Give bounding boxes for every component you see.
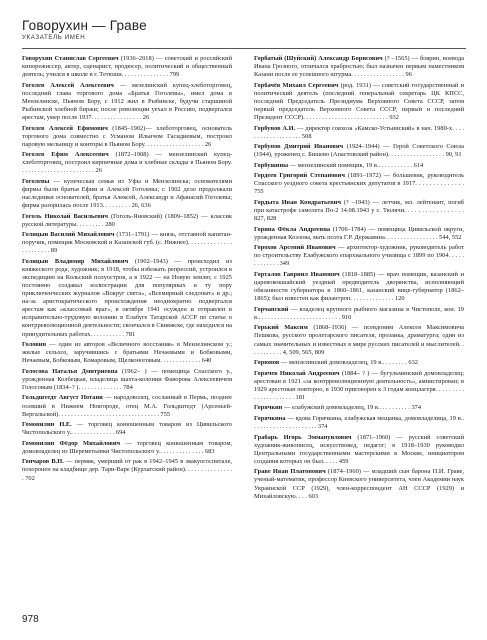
entry-pages: . . . . . . . . . . . 4, 509, 565, 809 xyxy=(254,340,464,356)
index-entry xyxy=(254,468,464,500)
entry-description: (1874–1960) — младший сын барона П.И. Граве, ученый-математик, профессор Киевского университета, член Академии наук Украинской ССР (1929), член-корреспондент АН СССР (1929) и Михайловскую xyxy=(254,468,464,500)
entry-description: — архитектор-художник, руководитель работ по строительству Елабужского епархиального училища с 1899 по 1904 xyxy=(254,244,464,260)
index-entry xyxy=(254,82,464,122)
entry-name: Гончаров В.Н. xyxy=(22,458,64,466)
index-entry xyxy=(254,324,464,356)
index-entry xyxy=(22,458,232,482)
entry-name: Гомонилин Фёдор Михайлович xyxy=(22,439,121,447)
entry-name: Горбунов Дмитрий Иванович xyxy=(254,143,344,151)
entry-description: (? –1565) — боярин, воевода Ивана Грозного, отличался храбростью; был назначен первым наместником Казани после ее успешного штурма xyxy=(254,55,464,79)
entry-name: Гольдштедт Август Нотани xyxy=(22,394,103,402)
entry-name: Горбачёв Михаил Сергеевич xyxy=(254,81,339,89)
index-entry xyxy=(254,162,464,170)
entry-name: Гоголь Николай Васильевич xyxy=(22,212,108,220)
entry-name: Голицын Владимир Михайлович xyxy=(22,257,129,265)
entry-name: Грабарь Игорь Эммануилович xyxy=(254,433,352,441)
entry-description: (1731–1791) — князь, отставной капитан-поручик, помещик Московской и Казанской губ. (с. Нижнее) xyxy=(22,231,233,247)
entry-pages: . . . . . . . . . . . . . . . . . 827, 828 xyxy=(254,207,464,223)
index-entry xyxy=(254,55,464,79)
index-entry xyxy=(254,415,464,431)
entry-pages: . . . . . . . . . . . . . . . 799 xyxy=(121,71,180,79)
entry-description: (1902–1943) — происходил из княжеского рода, художник; в 1918, чтобы избежать репрессий, устроился в экспедицию на Кольский полуостров, а в 1922 — на Новую землю; с 1925 постоянно создавал иллюстрации для популярных в ту пору приключенческих журналов «Вокруг света», «Всемирный следопыт» и др.; на-за аристократического происхождения неоднократно подвергался арестам как «классовый враг», в октябре 1941 осужден и отправлен в исправительно-трудовую колонию в Елабуге Татарской АССР по статье о контрреволюционной деятельности; скончался в Свияжске, где находился на принудительных работах xyxy=(22,257,233,338)
index-entry xyxy=(22,368,232,392)
entry-name: Голицын Василий Михайлович xyxy=(22,231,115,239)
index-entry xyxy=(22,394,232,418)
entry-name: Горячкин xyxy=(254,404,283,412)
index-entry xyxy=(22,178,232,210)
entry-pages: . . . . . . . . . 26, 636 xyxy=(102,202,151,210)
left-column xyxy=(22,55,232,485)
index-entry xyxy=(254,226,464,242)
entry-description: (1936–2018) — советский и российский кинорежиссер, актер, сценарист, продюсер, политический и общественный деятель; учился в школе в г. Тетюши xyxy=(22,55,232,79)
entry-name: Гоголевы xyxy=(22,177,50,185)
index-entry xyxy=(254,404,464,412)
entry-description: — пермяк, умерший от рак в 1942–1945 в эвакуогоспитале, похоронен на кладбище дер. Тари-Варе (Курлатский район) xyxy=(22,458,233,474)
entry-name: Гоголев Алексей Алексеевич xyxy=(22,81,114,89)
entry-pages: . . . . . . . . . . . 781 xyxy=(90,330,136,338)
entry-name: Горбатый (Шуйский) Александр Борисович xyxy=(254,55,383,62)
index-entry xyxy=(254,172,464,196)
entry-description: (1868–1936) — псевдоним Алексея Максимовича Пешкова, русского пролетарского писателя, прозаика, драматурга; один из самых значительных и известных в мире русских писателей и мыслителей xyxy=(254,324,464,348)
entry-name: Горбунов А.И. xyxy=(254,124,296,132)
index-entry xyxy=(22,125,232,149)
entry-pages: . . . . . . . . . . . . . . . . . 96 xyxy=(351,71,412,79)
entry-description: — мензелинский помещик, 19 в. xyxy=(288,161,379,169)
entry-pages: . . . . . . . . . . . . . . . . . . . . . . . 89 xyxy=(22,239,232,255)
entry-pages: . . . . . . . . . 280 xyxy=(76,220,115,228)
entry-name: Горохов Арсений Иванович xyxy=(254,244,336,252)
entry-name: Горячкина xyxy=(254,415,286,422)
index-entry xyxy=(254,359,464,367)
entry-name: Гомонилин Н.Е. xyxy=(22,421,72,429)
entry-name: Горчанский xyxy=(254,305,289,313)
entry-description: — директор совхоза «Камско-Устьинский» в нач. 1980-х xyxy=(295,124,453,132)
entry-description: (1871–1960) — русский советский художник-живописец, искусствовед, педагог; в 1918–1930 руководил Центральными государственными мастерскими в Москве, инициатором создания которых он был xyxy=(254,433,464,465)
entry-name: Горталов Гавриил Иванович xyxy=(254,271,340,278)
entry-pages: . . . . . . . . . . . . . . 755 xyxy=(254,180,464,196)
entry-name: Гоголев Алексей Ефимович xyxy=(22,124,108,132)
entry-name: Горбушины xyxy=(254,161,289,169)
running-header xyxy=(22,18,466,41)
entry-name: Горина Фёкла Андреевна xyxy=(254,225,331,233)
entry-pages: . . . . . . . . . . . . . . . . . . 90, 91 xyxy=(388,151,462,159)
entry-description: — мензелинский домовладелец, 19 в. xyxy=(279,359,383,367)
entry-description: (1884– ? ) — бугульминский домовладелец; арестован в 1921 «за контрреволюционную деятельность», амнистирован; в 1929 арестован повторно, в 1930 приговорен к 3 годам концлагеря xyxy=(254,369,464,393)
entry-pages: . . . . . . . . . . . 614 xyxy=(378,161,424,169)
entry-description: — мезелинский купец-хлеботорговец, последний глава торгового дома «Братья Гоголевы», имел дома в Мензелинске, Пьяном Бору, с 1912 жил в Рыбинске, будучи старшиной Рыбинской хлебной биржи; после революции уехал в Россию, подвергался арестам, умер после 1937 xyxy=(22,81,232,121)
entry-description: — торговец конюшенным товаром из Цивильского Чистопольского у. xyxy=(22,421,232,437)
entry-pages: . . . . . . . . . . . . . . 120 xyxy=(350,295,405,303)
entry-description: (1818–1885) — врач помещик, казанский и царевококшайский уездный предводитель дворянства, исполняющий обязанности губернатора в 1860–1861, казанский вице-губернатор (1862–1865); был известен как филантроп xyxy=(254,271,464,303)
entry-pages: . . . . . . . . . . . . . . . . . . . 508 xyxy=(254,124,465,140)
entry-description: (1891–1972) — большевик, руководитель Спасского уездного совета крестьянских депутатов в 1917 xyxy=(254,172,464,188)
entry-pages: . . . . . . . . . . . . . . . . 26 xyxy=(91,113,150,121)
index-entry xyxy=(254,199,464,223)
right-column xyxy=(254,55,464,503)
entry-description: (Гоголь-Яновский) (1809–1852) — классик русской литературы xyxy=(22,212,232,228)
entry-name: Говорухин Станислав Сергеевич xyxy=(22,55,119,62)
entry-name: Горячев Николай Андреевич xyxy=(254,369,340,377)
index-entry xyxy=(254,143,464,159)
entry-name: Горюнов xyxy=(254,359,280,367)
section-label: УКАЗАТЕЛЬ ИМЕН xyxy=(22,34,86,41)
entry-pages: . . . . . . . . . . . . . . 784 xyxy=(78,383,133,391)
entry-pages: . . . . . . . . . . . . . . . . . . . . . . . . . . . 932 xyxy=(303,113,399,121)
index-entry xyxy=(254,434,464,466)
header-divider xyxy=(22,48,466,49)
index-entry xyxy=(22,55,232,79)
entry-pages: . . . . . . . . . . . . . . . . . . . . . . 181 xyxy=(254,385,464,401)
entry-description: (род. 1931) — советский государственный и политический деятель (последний генеральный секретарь ЦК КПСС, последний Председатель Президиума Верховного Совета СССР, затем первый председатель Верховного Совета СССР, первый и последний Президент СССР) xyxy=(254,81,465,121)
index-entry xyxy=(254,370,464,402)
entry-description: — купеческая семья из Уфы и Мензелинска; основателями фирмы были братья Ефим и Алексей Гоголевы; с 1902 дело продолжали наследники основателей, братья Алексей, Александр и Афанасий Гоголевы; фирма разорилась после 1913 xyxy=(22,177,232,210)
index-entry xyxy=(254,306,464,322)
index-entry xyxy=(22,258,232,339)
entry-name: Головин xyxy=(22,341,47,349)
entry-pages: . . . . 603 xyxy=(295,492,319,500)
index-entry xyxy=(22,82,232,122)
entry-description: (? –1943) — летчик, мл. лейтенант, погиб при катастрофе самолета По-2 14.08.1943 у с. Тюлячи xyxy=(254,199,464,215)
index-entry xyxy=(22,440,232,456)
entry-description: (1706–1784) — помещица Цивильской округи, урожденная Козлова, мать поэта Г.Р. Державина xyxy=(254,225,464,241)
entry-pages: . . . . . . . . . . . . . . . . 702 xyxy=(22,466,232,482)
entry-description: — один из авторов «Величного восстания» в Мензелинском у.; жилые сельхоз, заручившись с братьями Нечаевыми и Бобковыми, Нечаевым, Бобковым, Комаровым, Щелконоговым xyxy=(22,341,232,365)
entry-pages: . . . . . . . . . . . . . . . . . . . . . . . . . . 910 xyxy=(258,313,352,321)
entry-description: — владелец крупного рыбного магазина в Чистополе, кон. 19 в. xyxy=(254,305,464,321)
page-number: 978 xyxy=(22,614,39,625)
entry-pages: . . . . . . . . . . . . . . 683 xyxy=(160,447,215,455)
entry-description: — елабужский домовладелец, 19 в. xyxy=(282,404,380,412)
entry-description: — торговец конюшенным товаром, домовладелец из Шереметьевки Чистопольского у. xyxy=(22,439,232,455)
entry-pages: . . . . . . . . . . . . . . . . . . . 26 xyxy=(144,140,212,148)
entry-pages: . . . . . . . . . . . . . . . . . . . . . . . . 26 xyxy=(22,159,232,175)
entry-name: Голосова Наталья Дмитриевна xyxy=(22,367,118,375)
index-entry xyxy=(22,151,232,175)
entry-name: Гоголев Ефим Алексеевич xyxy=(22,151,109,159)
entry-description: — вдова Горячкина, елабужская мещанка, домовладелица, 19 в. xyxy=(285,415,463,422)
index-entry xyxy=(22,213,232,229)
entry-description: (1845–1902)— хлеботорговец, основатель торгового дома совместно с Усманом Ильичом Гасидиевым, построил паровую мельницу и конторы в Пьяном Бору xyxy=(22,124,232,148)
entry-description: — народоволец, сосланный в Пермь, позднее осевший в Нижнем Новгороде, отец М.А. Гольдштедт (Арсеньей-Вергальской) xyxy=(22,394,232,418)
entry-pages: . . . . . . . . . . . . . 640 xyxy=(160,357,212,365)
index-entry xyxy=(22,421,232,437)
entry-pages: . . . . . . . . . . . . . . . . . . . . . . . . . . . . . . . . 755 xyxy=(58,410,171,418)
entry-pages: . . . . . . . . 632 xyxy=(382,359,418,367)
page-title: Говорухин — Граве xyxy=(22,18,147,33)
entry-description: (1962– ) — помещица Спасского у., урожденная Колбецкая, владелица шахта-колонии Фаворова Алексеевичем Голосовым (1834–? ) xyxy=(22,367,232,391)
index-entry xyxy=(22,341,232,365)
index-entry xyxy=(254,271,464,303)
entry-pages: . . . . . . . . . . . . . . . . . 544, 552 xyxy=(384,233,462,241)
entry-pages: . . . . . . . . . . . . . . . . . . . . . 374 xyxy=(254,415,464,431)
index-entry xyxy=(254,244,464,268)
entry-name: Гордеев Григорий Степанович xyxy=(254,172,345,180)
entry-pages: . . . . . . . . . . . . . . 694 xyxy=(71,429,126,437)
entry-pages: . . . . . . . . . . . . . 349 xyxy=(254,252,464,268)
index-entry xyxy=(22,231,232,255)
entry-description: (1872–1908) — мензелинский купец-хлеботорговец, построил кирпичные дома и хлебные склады в Пьяном Бору xyxy=(22,151,233,167)
entry-pages: . . . . . . . . . . 374 xyxy=(379,404,422,412)
index-entry xyxy=(254,125,464,141)
entry-name: Граве Иван Платонович xyxy=(254,468,326,476)
entry-pages: . . . . . 459 xyxy=(322,457,349,465)
entry-name: Горький Максим xyxy=(254,324,308,332)
entry-name: Гордыта Иван Кондратьевич xyxy=(254,199,341,206)
entry-description: (1924–1944) — Герой Советского Союза (1944), уроженец с. Бишево (Апастовский район) xyxy=(254,143,464,159)
